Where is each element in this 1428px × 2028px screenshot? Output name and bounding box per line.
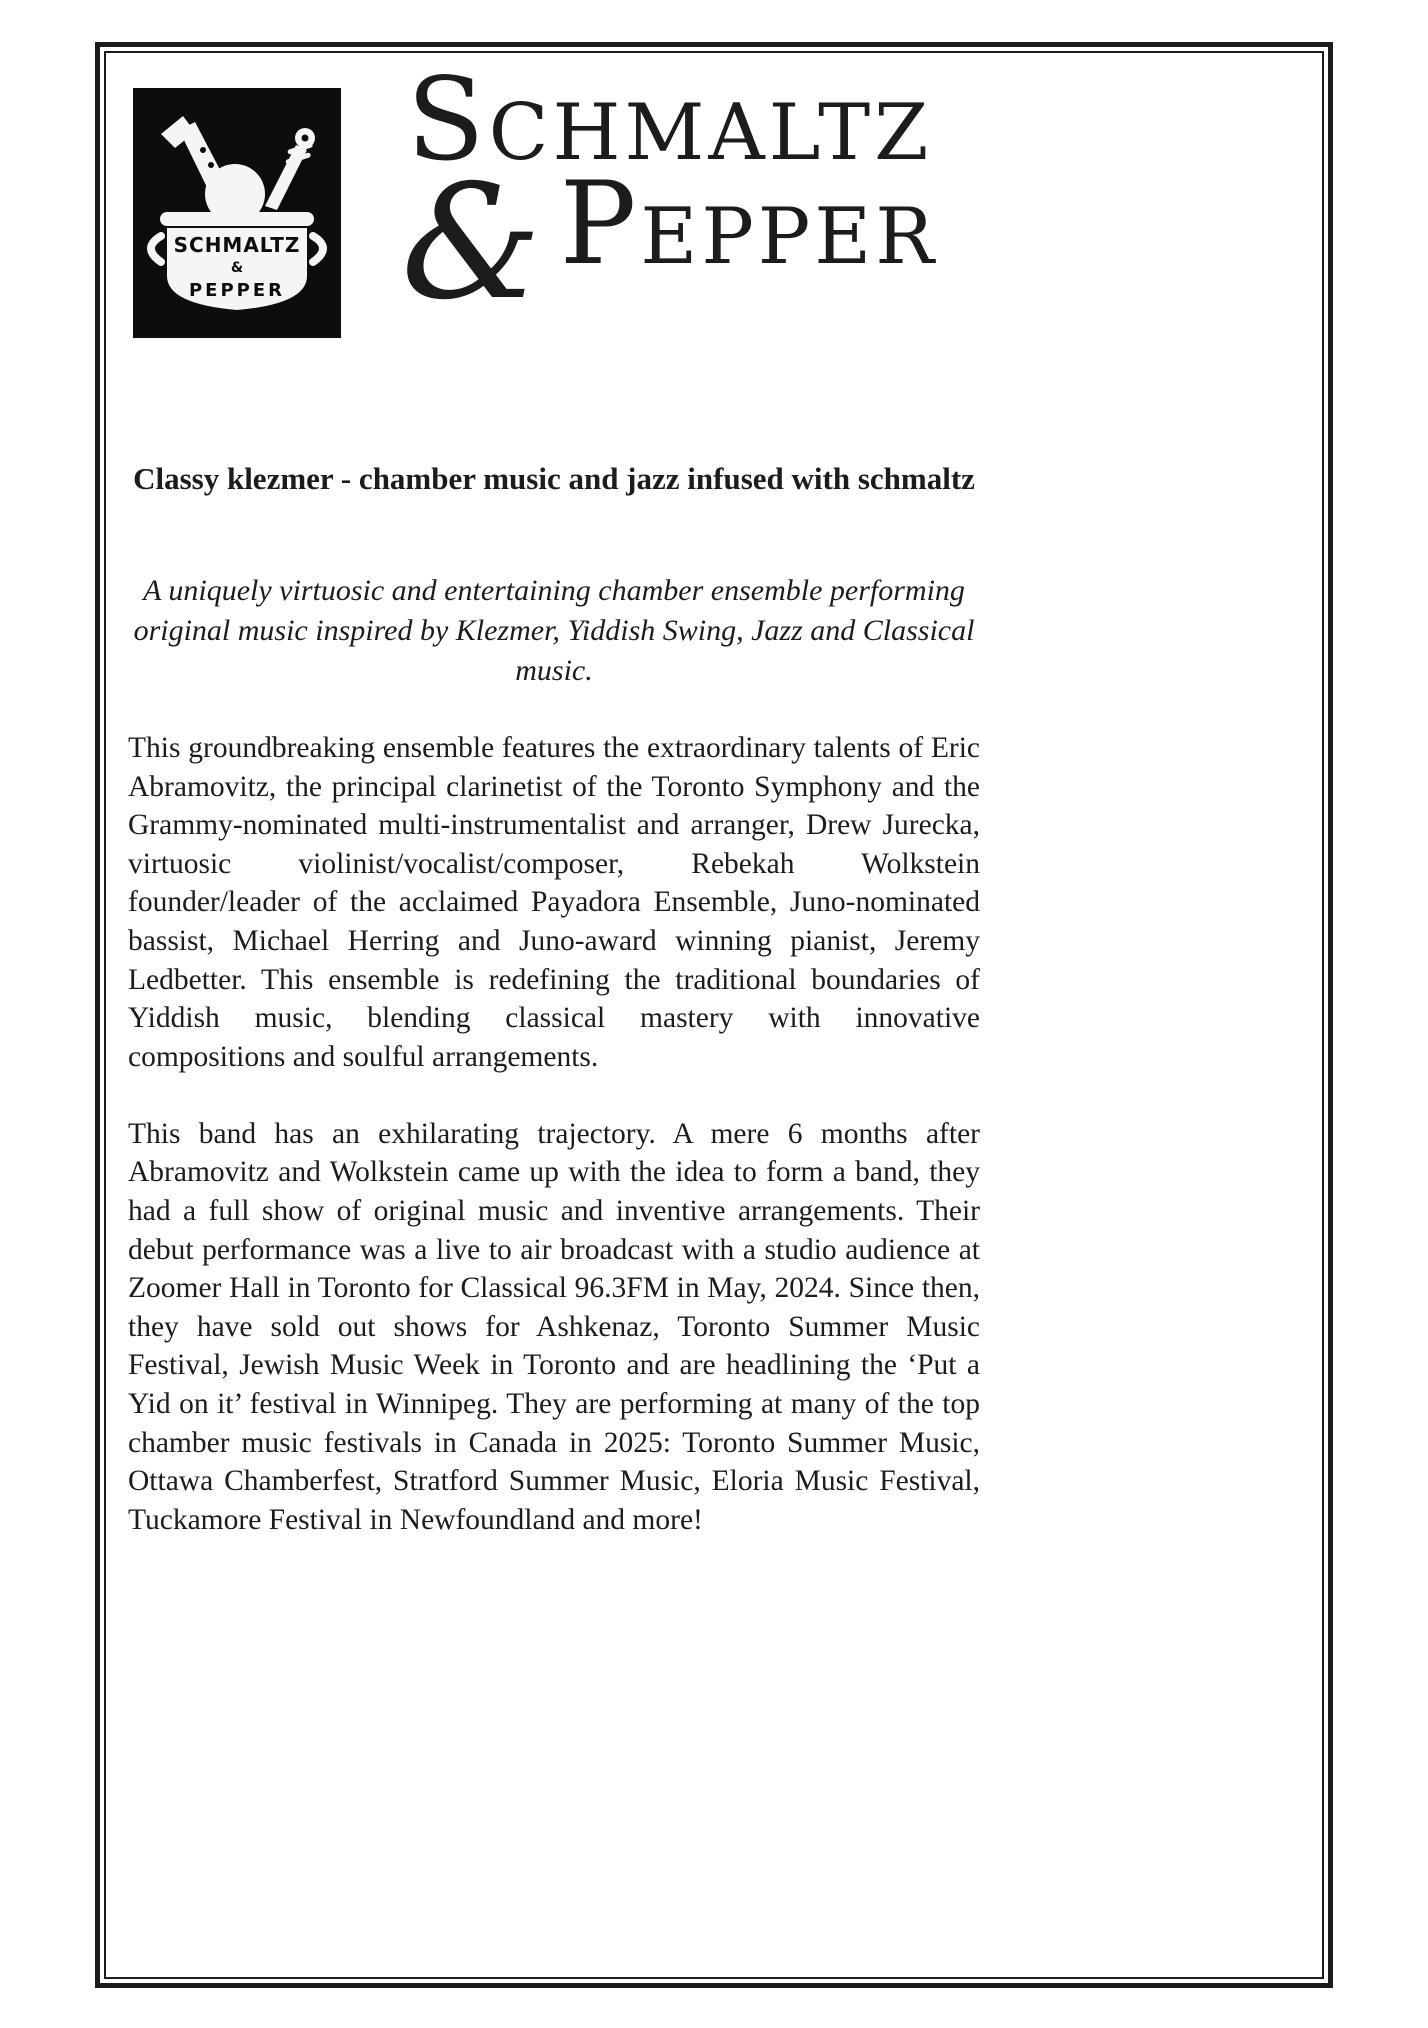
pot-text-line1: SCHMALTZ (173, 233, 301, 257)
pot-text-line2: & (230, 260, 244, 276)
title-initial-p: P (559, 157, 641, 290)
pot-text-line3: PEPPER (188, 280, 286, 301)
band-title (359, 53, 980, 420)
intro-paragraph: A uniquely virtuosic and entertaining chamber ensemble performing original music inspired by Klezmer, Yiddish Swing, Jazz and Classical music. (133, 574, 975, 687)
band-logo-image (133, 88, 341, 338)
title-initial-s: S (406, 53, 489, 186)
title-ampersand: & (401, 151, 546, 335)
band-logo (133, 88, 341, 338)
body-paragraph-2: This band has an exhilarating trajectory. A mere 6 months after Abramovitz and Wolkstein came up with the idea to form a band, they had a full show of original music and inventive arrangements. Their debut performance was a live to air broadcast with a studio audience at Zoomer Hall in Toronto for Classical 96.3FM in May, 2024. Since then, they have sold out shows for Ashkenaz, Toronto Summer Music Festival, Jewish Music Week in Toronto and are headlining the ‘Put a Yid on it’ festival in Winnipeg. They are performing at many of the top chamber music festivals in Canada in 2025: Toronto Summer Music, Ottawa Chamberfest, Stratford Summer Music, Eloria Music Festival, Tuckamore Festival in Newfoundland and more! (128, 1117, 980, 1537)
band-title-line-2 (359, 151, 980, 335)
tagline: Classy klezmer - chamber music and jazz infused with schmaltz (133, 461, 975, 496)
title-rest-epper: EPPER (640, 192, 938, 282)
title-rest-chmaltz: CHMALTZ (488, 88, 933, 178)
body-paragraph-1: This groundbreaking ensemble features the extraordinary talents of Eric Abramovitz, the principal clarinetist of the Toronto Symphony and the Grammy-nominated multi-instrumentalist and arranger, Drew Jurecka, virtuosic violinist/vocalist/composer, Rebekah Wolkstein founder/leader of the acclaimed Payadora Ensemble, Juno-nominated bassist, Michael Herring and Juno-award winning pianist, Jeremy Ledbetter. This ensemble is redefining the traditional boundaries of Yiddish music, blending classical mastery with innovative compositions and soulful arrangements. (128, 731, 980, 1073)
flyer-content (128, 47, 980, 1540)
flyer-header (128, 53, 980, 420)
